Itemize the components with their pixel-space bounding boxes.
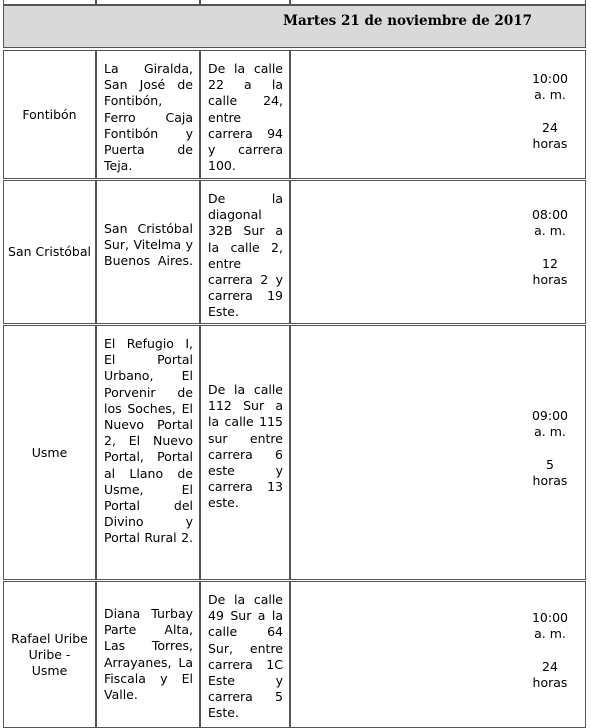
neighborhoods-text: La Giralda, San José de Fontibón, Ferro Caja Fontibón y Puerta de Teja. [104, 61, 193, 174]
time-cell [290, 325, 586, 580]
duration-value: 5 [546, 457, 554, 472]
meridiem: a. m. [534, 424, 566, 439]
locality-name: Usme [31, 444, 68, 460]
sector-text: De la diagonal 32B Sur a la calle 2, entre carrera 2 y carrera 19 Este. [208, 191, 283, 320]
date-header-row [3, 5, 586, 48]
sector-text: De la calle 49 Sur a la calle 64 Sur, entre carrera 1C Este y carrera 5 Este. [208, 592, 283, 721]
locality-cell [3, 581, 96, 728]
neighborhoods-text: El Refugio I, El Portal Urbano, El Porvenir de los Soches, El Nuevo Portal 2, El Nuevo Portal, Portal al Llano de Usme, El Portal del Divino y Portal Rural 2. [104, 336, 193, 546]
start-time: 09:00 [531, 408, 569, 423]
locality-name: San Cristóbal [8, 244, 91, 259]
sector-cell [200, 581, 290, 728]
sector-cell [200, 50, 290, 179]
sector-text: De la calle 22 a la calle 24, entre carrera 94 y carrera 100. [208, 61, 283, 174]
duration-value: 24 [542, 120, 558, 135]
meridiem: a. m. [534, 626, 566, 641]
duration-unit: horas [532, 473, 568, 488]
time-cell [290, 50, 586, 179]
time-cell [290, 180, 586, 324]
duration-value: 12 [542, 256, 558, 271]
locality-name: Fontibón [22, 106, 77, 122]
duration-unit: horas [532, 675, 568, 690]
meridiem: a. m. [534, 87, 566, 102]
sector-cell [200, 325, 290, 580]
start-time: 08:00 [531, 207, 569, 222]
meridiem: a. m. [534, 223, 566, 238]
start-time: 10:00 [531, 610, 569, 625]
duration-unit: horas [532, 136, 568, 151]
neighborhoods-cell [96, 50, 200, 179]
locality-cell [3, 325, 96, 580]
neighborhoods-text: San Cristóbal Sur, Vitelma y Buenos Aires. [104, 221, 193, 269]
neighborhoods-cell [96, 581, 200, 728]
locality-cell [3, 50, 96, 179]
duration-unit: horas [532, 272, 568, 287]
neighborhoods-cell [96, 325, 200, 580]
duration-value: 24 [542, 659, 558, 674]
sector-cell [200, 180, 290, 324]
neighborhoods-cell [96, 180, 200, 324]
time-cell [290, 581, 586, 728]
sector-text: De la calle 112 Sur a la calle 115 sur entre carrera 6 este y carrera 13 este. [208, 382, 283, 511]
start-time: 10:00 [531, 71, 569, 86]
neighborhoods-text: Diana Turbay Parte Alta, Las Torres, Arrayanes, La Fiscala y El Valle. [104, 606, 193, 703]
locality-cell [3, 180, 96, 324]
locality-name: Rafael Uribe Uribe - Usme [11, 630, 88, 678]
date-header: Martes 21 de noviembre de 2017 [283, 13, 532, 29]
